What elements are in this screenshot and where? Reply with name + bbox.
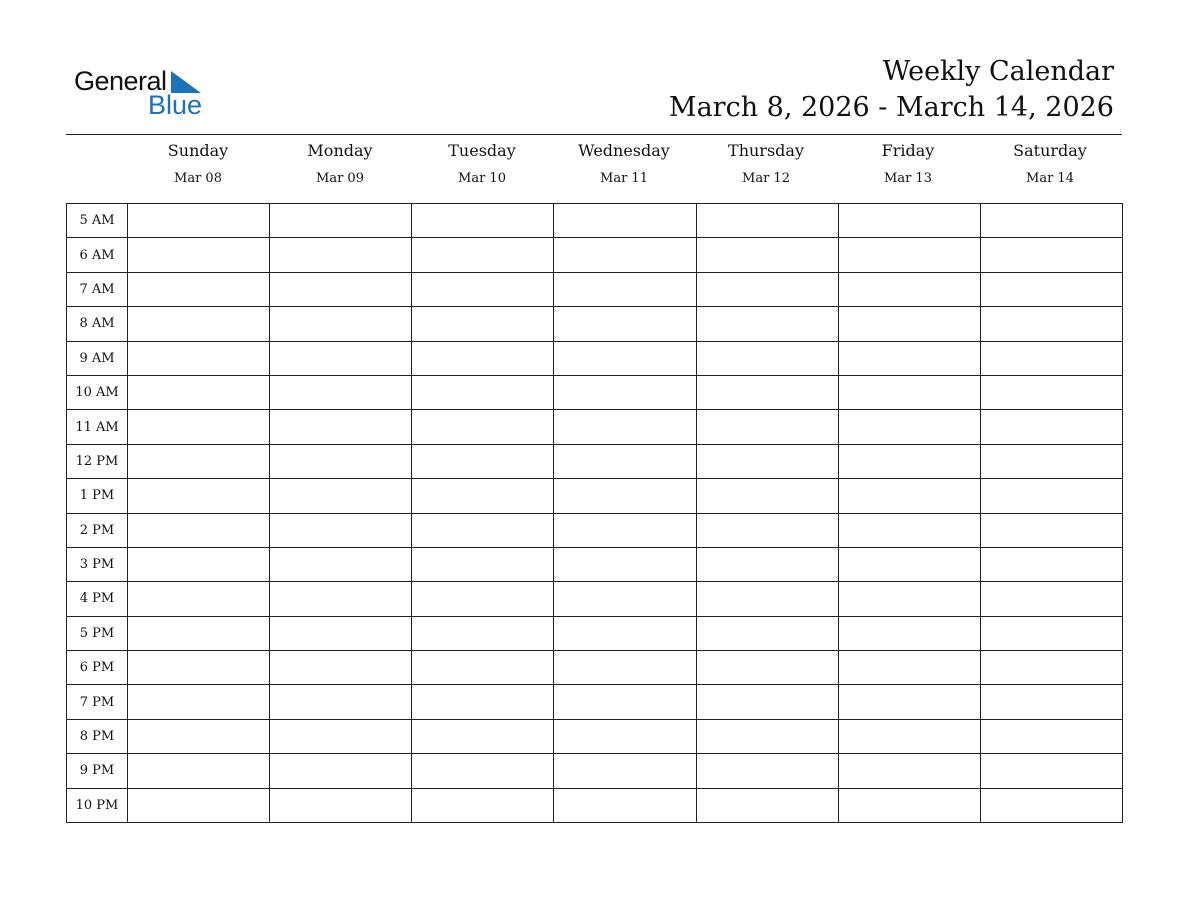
day-header <box>127 140 269 186</box>
time-slot-cell[interactable] <box>128 444 270 478</box>
day-date: Mar 12 <box>742 171 790 186</box>
day-date: Mar 14 <box>1026 171 1074 186</box>
time-slot-cell[interactable] <box>554 788 696 822</box>
time-slot-cell[interactable] <box>270 479 412 513</box>
day-name: Wednesday <box>578 141 670 160</box>
time-slot-cell[interactable] <box>696 788 838 822</box>
time-label: 7 AM <box>67 272 128 306</box>
logo-text-blue: Blue <box>148 90 203 120</box>
time-slot-cell[interactable] <box>128 788 270 822</box>
time-slot-cell[interactable] <box>270 513 412 547</box>
time-slot-cell[interactable] <box>838 685 980 719</box>
time-slot-cell[interactable] <box>270 685 412 719</box>
time-slot-cell[interactable] <box>554 513 696 547</box>
time-slot-cell[interactable] <box>980 375 1122 409</box>
time-slot-cell[interactable] <box>412 341 554 375</box>
time-row <box>67 272 1123 306</box>
time-slot-cell[interactable] <box>270 341 412 375</box>
time-slot-cell[interactable] <box>128 410 270 444</box>
time-slot-cell[interactable] <box>696 616 838 650</box>
time-slot-cell[interactable] <box>270 238 412 272</box>
time-slot-cell[interactable] <box>128 754 270 788</box>
time-slot-cell[interactable] <box>270 651 412 685</box>
time-slot-cell[interactable] <box>980 513 1122 547</box>
time-slot-cell[interactable] <box>554 479 696 513</box>
time-slot-cell[interactable] <box>980 616 1122 650</box>
day-name: Saturday <box>1013 141 1087 160</box>
time-slot-cell[interactable] <box>838 204 980 238</box>
day-date: Mar 09 <box>316 171 364 186</box>
time-label: 9 AM <box>67 341 128 375</box>
time-slot-cell[interactable] <box>838 582 980 616</box>
time-slot-cell[interactable] <box>412 651 554 685</box>
time-row <box>67 444 1123 478</box>
time-label: 10 AM <box>67 375 128 409</box>
calendar-grid <box>66 203 1123 823</box>
time-row <box>67 788 1123 822</box>
time-slot-cell[interactable] <box>128 651 270 685</box>
time-slot-cell[interactable] <box>838 444 980 478</box>
day-header <box>411 140 553 186</box>
time-row <box>67 479 1123 513</box>
time-slot-cell[interactable] <box>412 582 554 616</box>
time-slot-cell[interactable] <box>554 272 696 306</box>
day-header <box>553 140 695 186</box>
day-date: Mar 11 <box>600 171 648 186</box>
time-slot-cell[interactable] <box>696 479 838 513</box>
time-slot-cell[interactable] <box>128 341 270 375</box>
time-label: 8 AM <box>67 307 128 341</box>
time-slot-cell[interactable] <box>270 307 412 341</box>
time-slot-cell[interactable] <box>412 204 554 238</box>
time-slot-cell[interactable] <box>412 788 554 822</box>
time-slot-cell[interactable] <box>980 582 1122 616</box>
day-name: Friday <box>881 141 935 160</box>
time-row <box>67 685 1123 719</box>
time-slot-cell[interactable] <box>270 788 412 822</box>
time-slot-cell[interactable] <box>270 375 412 409</box>
time-label: 3 PM <box>67 547 128 581</box>
time-label: 11 AM <box>67 410 128 444</box>
time-slot-cell[interactable] <box>838 410 980 444</box>
time-slot-cell[interactable] <box>838 754 980 788</box>
time-slot-cell[interactable] <box>838 513 980 547</box>
time-slot-cell[interactable] <box>980 547 1122 581</box>
time-slot-cell[interactable] <box>980 307 1122 341</box>
time-slot-cell[interactable] <box>412 307 554 341</box>
time-label: 9 PM <box>67 754 128 788</box>
time-slot-cell[interactable] <box>696 307 838 341</box>
time-slot-cell[interactable] <box>412 754 554 788</box>
time-row <box>67 341 1123 375</box>
time-slot-cell[interactable] <box>696 754 838 788</box>
time-row <box>67 375 1123 409</box>
time-slot-cell[interactable] <box>270 719 412 753</box>
time-slot-cell[interactable] <box>270 582 412 616</box>
time-slot-cell[interactable] <box>696 547 838 581</box>
time-slot-cell[interactable] <box>554 651 696 685</box>
time-label: 1 PM <box>67 479 128 513</box>
time-slot-cell[interactable] <box>412 375 554 409</box>
time-slot-cell[interactable] <box>412 479 554 513</box>
time-slot-cell[interactable] <box>270 410 412 444</box>
header-divider <box>66 134 1122 135</box>
time-slot-cell[interactable] <box>270 444 412 478</box>
time-slot-cell[interactable] <box>128 685 270 719</box>
time-slot-cell[interactable] <box>270 204 412 238</box>
time-slot-cell[interactable] <box>270 754 412 788</box>
time-label: 7 PM <box>67 685 128 719</box>
time-row <box>67 582 1123 616</box>
time-label: 4 PM <box>67 582 128 616</box>
time-slot-cell[interactable] <box>412 513 554 547</box>
time-slot-cell[interactable] <box>696 513 838 547</box>
time-slot-cell[interactable] <box>270 547 412 581</box>
time-slot-cell[interactable] <box>838 719 980 753</box>
time-slot-cell[interactable] <box>554 685 696 719</box>
time-label: 6 AM <box>67 238 128 272</box>
time-row <box>67 651 1123 685</box>
time-label: 5 PM <box>67 616 128 650</box>
time-slot-cell[interactable] <box>838 479 980 513</box>
time-slot-cell[interactable] <box>128 375 270 409</box>
time-slot-cell[interactable] <box>412 616 554 650</box>
time-slot-cell[interactable] <box>980 719 1122 753</box>
time-slot-cell[interactable] <box>980 341 1122 375</box>
time-slot-cell[interactable] <box>412 719 554 753</box>
time-slot-cell[interactable] <box>128 547 270 581</box>
time-label: 5 AM <box>67 204 128 238</box>
time-slot-cell[interactable] <box>696 204 838 238</box>
time-slot-cell[interactable] <box>838 547 980 581</box>
time-slot-cell[interactable] <box>270 616 412 650</box>
time-slot-cell[interactable] <box>128 307 270 341</box>
time-slot-cell[interactable] <box>554 547 696 581</box>
time-slot-cell[interactable] <box>554 307 696 341</box>
time-slot-cell[interactable] <box>554 375 696 409</box>
page-title: Weekly Calendar <box>882 56 1114 87</box>
time-row <box>67 204 1123 238</box>
time-slot-cell[interactable] <box>128 513 270 547</box>
day-header <box>979 140 1121 186</box>
time-slot-cell[interactable] <box>270 272 412 306</box>
time-slot-cell[interactable] <box>696 651 838 685</box>
generalblue-logo <box>74 66 214 122</box>
time-row <box>67 238 1123 272</box>
day-date: Mar 08 <box>174 171 222 186</box>
time-slot-cell[interactable] <box>980 479 1122 513</box>
time-slot-cell[interactable] <box>980 685 1122 719</box>
time-slot-cell[interactable] <box>554 341 696 375</box>
time-slot-cell[interactable] <box>696 719 838 753</box>
time-slot-cell[interactable] <box>838 307 980 341</box>
day-header <box>837 140 979 186</box>
time-slot-cell[interactable] <box>412 547 554 581</box>
time-slot-cell[interactable] <box>980 272 1122 306</box>
time-slot-cell[interactable] <box>980 788 1122 822</box>
time-slot-cell[interactable] <box>128 719 270 753</box>
time-slot-cell[interactable] <box>554 616 696 650</box>
time-slot-cell[interactable] <box>980 444 1122 478</box>
time-slot-cell[interactable] <box>696 410 838 444</box>
time-slot-cell[interactable] <box>128 238 270 272</box>
day-name: Sunday <box>167 141 229 160</box>
time-slot-cell[interactable] <box>554 410 696 444</box>
day-header <box>269 140 411 186</box>
time-slot-cell[interactable] <box>696 272 838 306</box>
time-slot-cell[interactable] <box>980 238 1122 272</box>
time-slot-cell[interactable] <box>128 582 270 616</box>
time-label: 6 PM <box>67 651 128 685</box>
time-label: 8 PM <box>67 719 128 753</box>
time-slot-cell[interactable] <box>412 410 554 444</box>
time-slot-cell[interactable] <box>696 341 838 375</box>
day-name: Monday <box>307 141 373 160</box>
time-slot-cell[interactable] <box>696 444 838 478</box>
time-slot-cell[interactable] <box>554 754 696 788</box>
day-date: Mar 10 <box>458 171 506 186</box>
time-row <box>67 719 1123 753</box>
time-slot-cell[interactable] <box>554 444 696 478</box>
time-row <box>67 513 1123 547</box>
time-slot-cell[interactable] <box>128 479 270 513</box>
time-slot-cell[interactable] <box>838 616 980 650</box>
date-range: March 8, 2026 - March 14, 2026 <box>668 92 1114 123</box>
time-slot-cell[interactable] <box>696 238 838 272</box>
time-slot-cell[interactable] <box>696 582 838 616</box>
time-slot-cell[interactable] <box>554 582 696 616</box>
time-slot-cell[interactable] <box>980 754 1122 788</box>
logo-text-general: General <box>74 66 167 96</box>
time-label: 10 PM <box>67 788 128 822</box>
time-slot-cell[interactable] <box>412 238 554 272</box>
time-row <box>67 410 1123 444</box>
time-slot-cell[interactable] <box>838 341 980 375</box>
time-slot-cell[interactable] <box>554 238 696 272</box>
time-row <box>67 754 1123 788</box>
time-slot-cell[interactable] <box>980 651 1122 685</box>
time-row <box>67 547 1123 581</box>
time-row <box>67 307 1123 341</box>
time-slot-cell[interactable] <box>838 788 980 822</box>
day-name: Tuesday <box>448 141 516 160</box>
time-slot-cell[interactable] <box>412 272 554 306</box>
time-slot-cell[interactable] <box>554 719 696 753</box>
time-slot-cell[interactable] <box>838 375 980 409</box>
day-header <box>695 140 837 186</box>
time-label: 2 PM <box>67 513 128 547</box>
time-slot-cell[interactable] <box>128 272 270 306</box>
day-date: Mar 13 <box>884 171 932 186</box>
time-slot-cell[interactable] <box>980 204 1122 238</box>
time-row <box>67 616 1123 650</box>
time-slot-cell[interactable] <box>554 204 696 238</box>
time-label: 12 PM <box>67 444 128 478</box>
time-slot-cell[interactable] <box>128 204 270 238</box>
time-slot-cell[interactable] <box>838 272 980 306</box>
time-slot-cell[interactable] <box>838 238 980 272</box>
time-slot-cell[interactable] <box>838 651 980 685</box>
time-slot-cell[interactable] <box>696 375 838 409</box>
time-slot-cell[interactable] <box>128 616 270 650</box>
page-title-block <box>669 54 1114 126</box>
time-slot-cell[interactable] <box>412 444 554 478</box>
time-slot-cell[interactable] <box>980 410 1122 444</box>
time-slot-cell[interactable] <box>696 685 838 719</box>
time-slot-cell[interactable] <box>412 685 554 719</box>
day-name: Thursday <box>728 141 804 160</box>
